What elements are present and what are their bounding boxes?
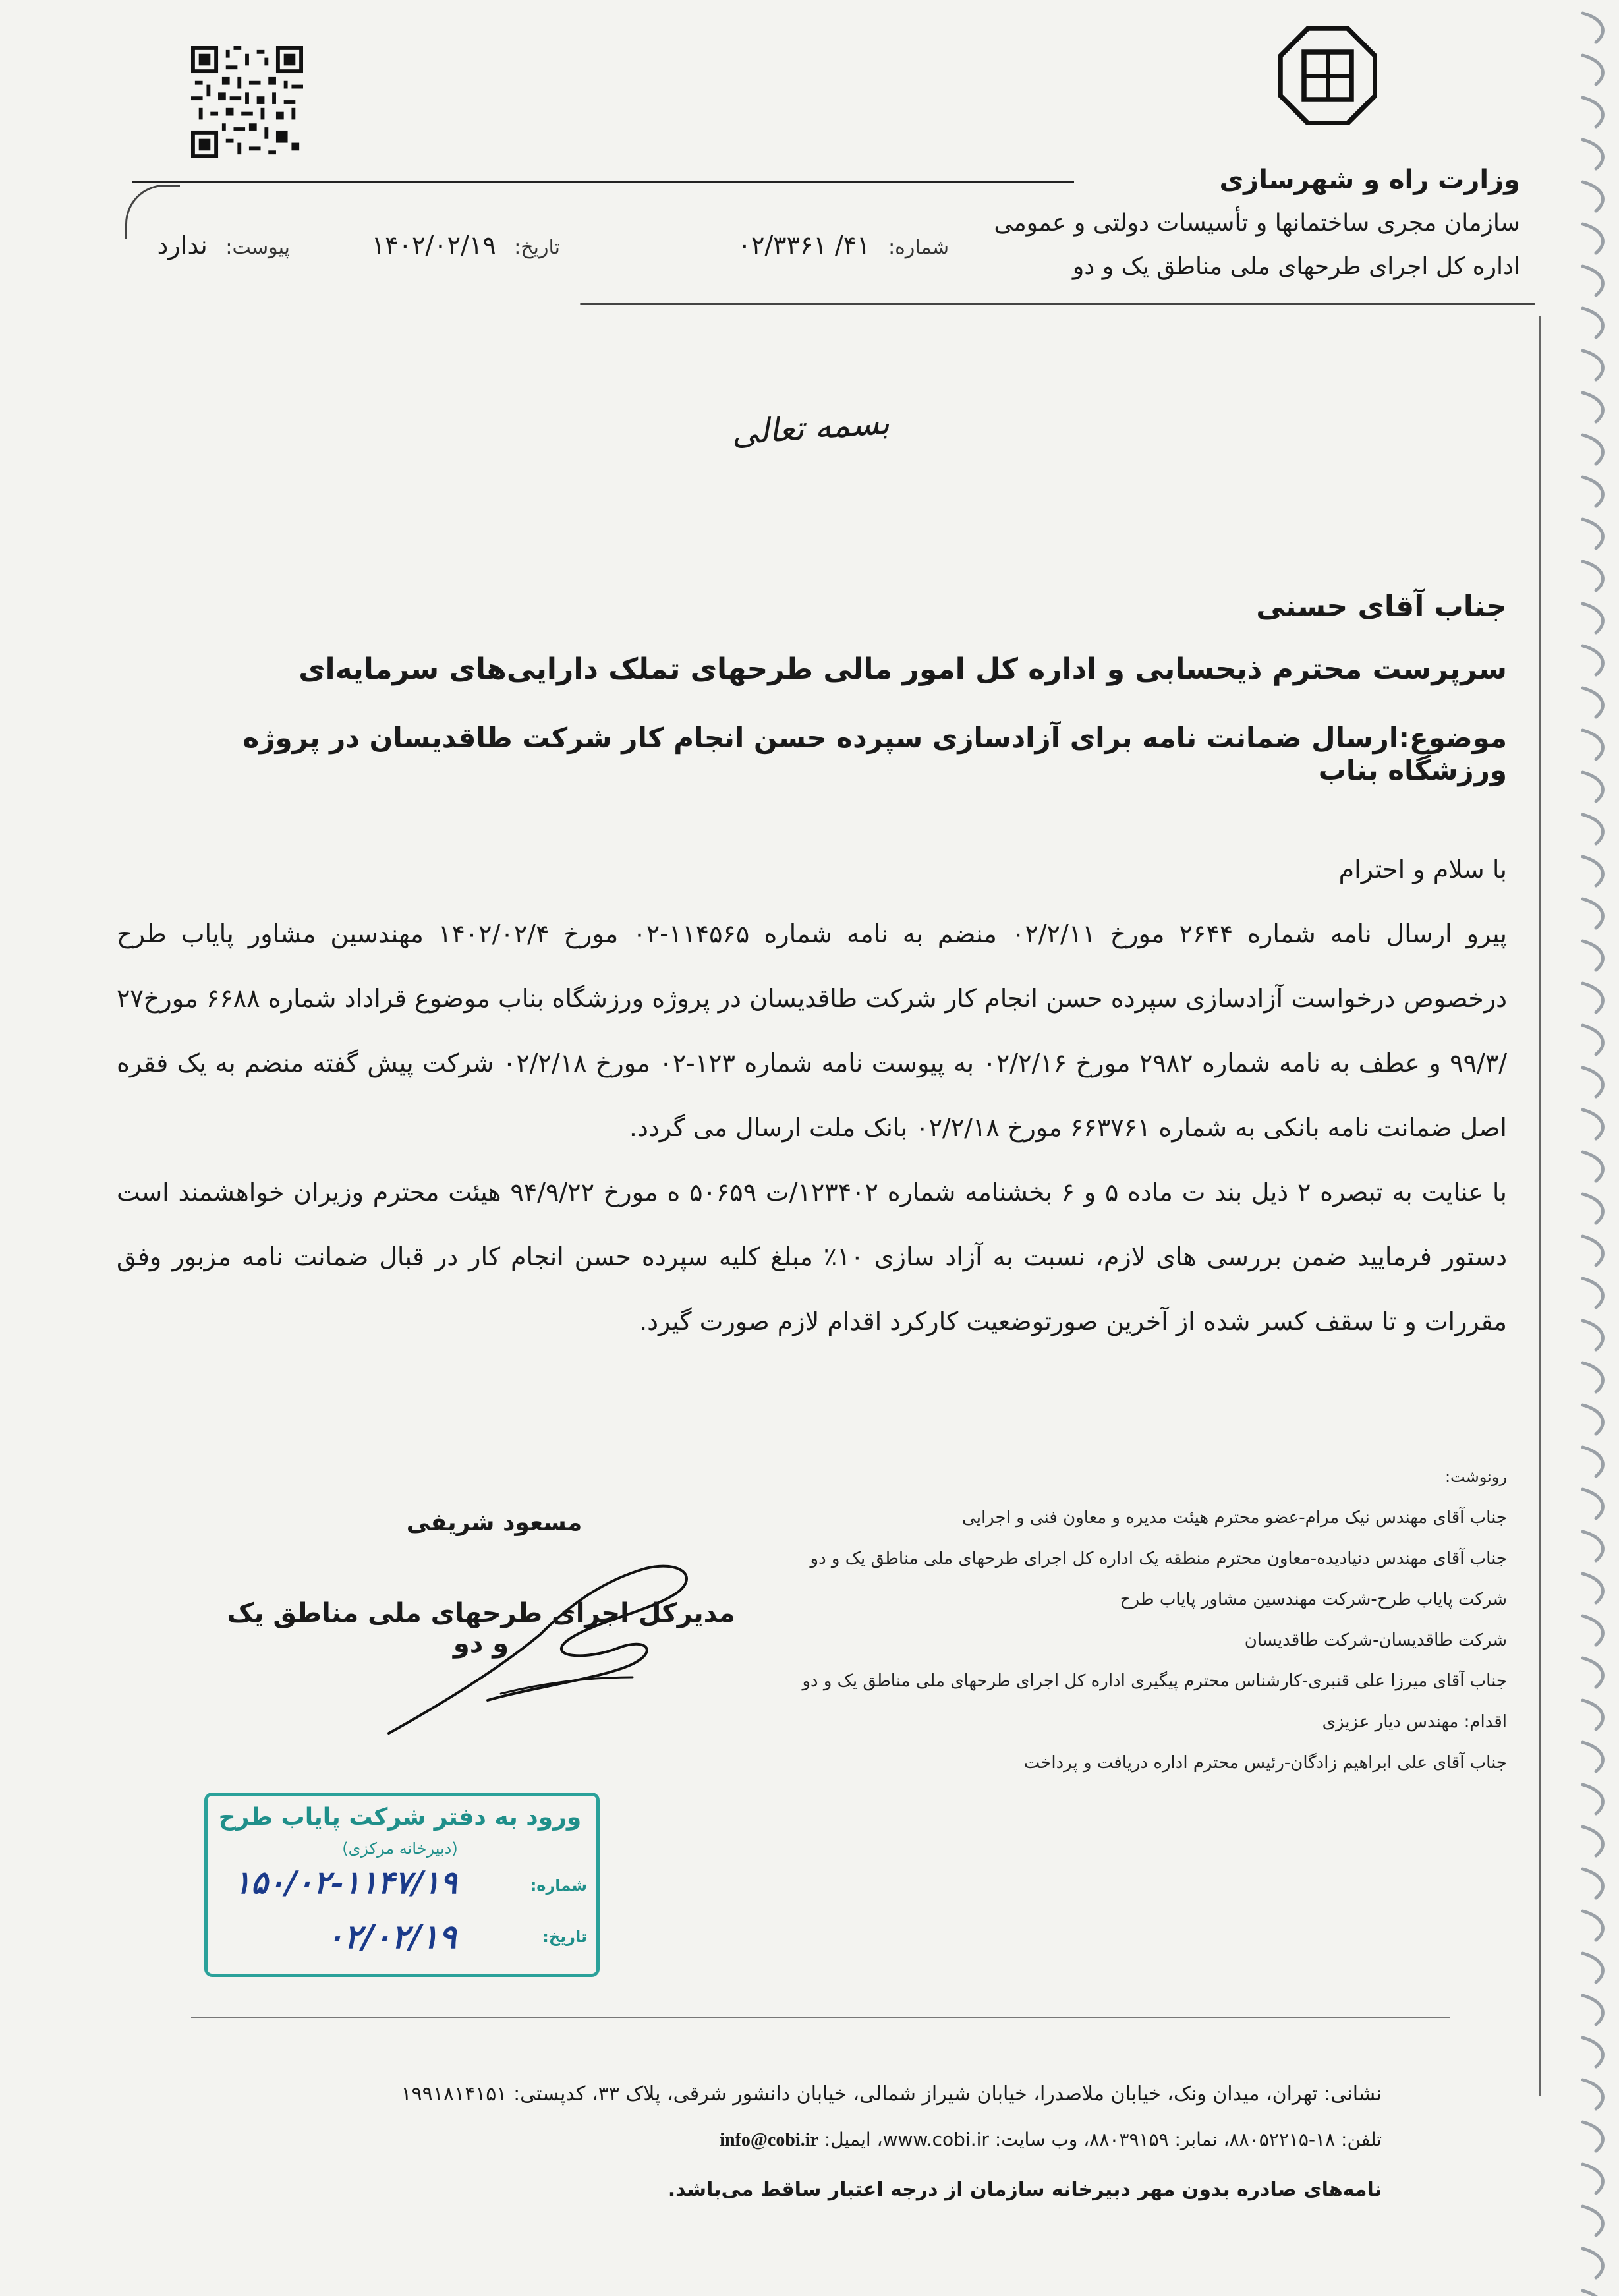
binding-ring [1583, 1869, 1603, 1898]
binding-ring [1583, 1025, 1603, 1054]
binding-ring [1583, 224, 1603, 253]
binding-ring [1583, 1363, 1603, 1392]
binding-ring [1583, 1447, 1603, 1476]
binding-ring [1583, 1405, 1603, 1434]
attachment-label: پیوست: [225, 236, 290, 259]
binding-ring [1583, 266, 1603, 295]
binding-ring [1583, 688, 1603, 717]
organization-name: سازمان مجری ساختمانها و تأسیسات دولتی و عمومی [994, 210, 1520, 237]
stamp-title: ورود به دفتر شرکت پایاب طرح [218, 1804, 582, 1831]
letter-number [738, 231, 949, 260]
cc-item: جناب آقای علی ابراهیم زادگان-رئیس محترم اداره دریافت و پرداخت [1023, 1753, 1507, 1773]
letter-body [117, 837, 1507, 1354]
letter-attachment [157, 231, 290, 260]
department-name: اداره کل اجرای طرحهای ملی مناطق یک و دو [1072, 253, 1520, 280]
binding-ring [1583, 1700, 1603, 1729]
footer-notice: نامه‌های صادره بدون مهر دبیرخانه سازمان از درجه اعتبار ساقط می‌باشد. [667, 2178, 1382, 2201]
binding-ring [1583, 561, 1603, 590]
date-label: تاریخ: [514, 236, 560, 259]
binding-ring [1583, 1995, 1603, 2024]
footer-contact [130, 2129, 1382, 2151]
number-label: شماره: [888, 236, 949, 259]
letter-meta [152, 231, 949, 270]
binding-ring [1583, 2249, 1603, 2278]
binding-ring [1583, 182, 1603, 211]
binding-ring [1583, 308, 1603, 337]
binding-ring [1583, 55, 1603, 84]
cc-item: اقدام: مهندس دیار عزیزی [1322, 1712, 1507, 1732]
basmala: بسمه تعالی [730, 403, 891, 453]
binding-ring [1583, 941, 1603, 970]
cc-label: رونوشت: [1444, 1468, 1507, 1486]
body-paragraph-2: با عنایت به تبصره ۲ ذیل بند ت ماده ۵ و ۶ بخشنامه شماره ۱۲۳۴۰۲/ت ۵۰۶۵۹ ه مورخ ۹۴/۹/۲۲ هیئت محترم وزیران خواهشمند است دستور فرمایید ضمن بررسی های لازم، نسبت به آزاد سازی ۱۰٪ مبلغ کلیه سپرده حسن انجام کار در قبال ضمانت نامه مزبور وفق مقررات و تا سقف کسر شده از آخرین صورتوضعیت کارکرد اقدام لازم صورت گیرد. [117, 1178, 1508, 1336]
stamp-number-label: شماره: [530, 1876, 587, 1895]
footer-address: نشانی: تهران، میدان ونک، خیابان ملاصدرا، خیابان شیراز شمالی، خیابان دانشور شرقی، پلاک ۳۳، کدپستی: ۱۹۹۱۸۱۴۱۵۱ [401, 2082, 1382, 2106]
organization-header [861, 158, 1520, 289]
binding-ring [1583, 646, 1603, 675]
header-divider [132, 181, 1074, 183]
binding-ring [1583, 1236, 1603, 1265]
footer-divider [191, 2017, 1450, 2018]
binding-ring [1583, 1785, 1603, 1814]
cc-item: جناب آقای مهندس دنیادیده-معاون محترم منطقه یک اداره کل اجرای طرحهای ملی مناطق یک و دو [810, 1549, 1507, 1568]
ministry-name: وزارت راه و شهرسازی [1219, 165, 1520, 195]
cc-item: جناب آقای مهندس نیک مرام-عضو محترم هیئت مدیره و معاون فنی و اجرایی [962, 1508, 1507, 1528]
body-paragraph-1: پیرو ارسال نامه شماره ۲۶۴۴ مورخ ۰۲/۲/۱۱ منضم به نامه شماره ۱۱۴۵۶۵-۰۲ مورخ ۱۴۰۲/۰۲/۴ مهندسین مشاور پایاب طرح درخصوص درخواست آزادسازی سپرده حسن انجام کار شرکت طاقدیسان در پروژه ورزشگاه بناب موضوع قراداد شماره ۶۶۸۸ مورخ۲۷ /۹۹/۳ و عطف به نامه شماره ۲۹۸۲ مورخ ۰۲/۲/۱۶ به پیوست نامه شماره ۱۲۳-۰۲ مورخ ۰۲/۲/۱۸ شرکت پیش گفته منضم به یک فقره اصل ضمانت نامه بانکی به شماره ۶۶۳۷۶۱ مورخ ۰۲/۲/۱۸ بانک ملت ارسال می گردد. [117, 919, 1508, 1142]
attachment-value: ندارد [157, 231, 208, 260]
binding-ring [1583, 1194, 1603, 1223]
cc-item: شرکت طاقدیسان-شرکت طاقدیسان [1244, 1630, 1507, 1650]
recipient-title: سرپرست محترم ذیحسابی و اداره کل امور مالی طرحهای تملک دارایی‌های سرمایه‌ای [298, 652, 1507, 686]
signer-title: مدیرکل اجرای طرحهای ملی مناطق یک و دو [227, 1598, 735, 1659]
frame-top-line [580, 303, 1535, 305]
binding-ring [1583, 1068, 1603, 1097]
binding-ring [1583, 477, 1603, 506]
stamp-number-value: ۱۵۰/۰۲-۱۱۴۷/۱۹ [234, 1864, 457, 1901]
binding-ring [1583, 13, 1603, 42]
binding-ring [1583, 815, 1603, 844]
binding-ring [1583, 899, 1603, 928]
binding-ring [1583, 857, 1603, 886]
binding-ring [1583, 1742, 1603, 1771]
date-value: ۱۴۰۲/۰۲/۱۹ [371, 231, 496, 260]
binding-ring [1583, 2038, 1603, 2067]
binding-ring [1583, 1110, 1603, 1139]
binding-ring [1583, 2164, 1603, 2193]
binding-ring [1583, 393, 1603, 422]
footer-email[interactable]: info@cobi.ir [720, 2130, 818, 2150]
greeting: با سلام و احترام [1338, 855, 1507, 884]
binding-ring [1583, 519, 1603, 548]
number-value: ۴۱/ ۰۲/۳۳۶۱ [737, 231, 870, 260]
binding-ring [1583, 351, 1603, 380]
letter-date [372, 231, 560, 260]
letter-subject: موضوع:ارسال ضمانت نامه برای آزادسازی سپرده حسن انجام کار شرکت طاقدیسان در پروژه ورزشگاه بناب [242, 722, 1507, 786]
binding-ring [1583, 2122, 1603, 2151]
received-stamp [204, 1793, 600, 1977]
binding-ring [1583, 983, 1603, 1012]
spiral-binding [1556, 0, 1619, 2296]
binding-ring [1583, 1278, 1603, 1307]
cc-item: جناب آقای میرزا علی قنبری-کارشناس محترم پیگیری اداره کل اجرای طرحهای ملی مناطق یک و دو [802, 1671, 1507, 1691]
binding-ring [1583, 435, 1603, 464]
binding-ring [1583, 1489, 1603, 1518]
cc-list [617, 1456, 1507, 1783]
binding-ring [1583, 1911, 1603, 1940]
binding-ring [1583, 772, 1603, 801]
binding-ring [1583, 1658, 1603, 1687]
binding-ring [1583, 1152, 1603, 1181]
binding-ring [1583, 1574, 1603, 1603]
binding-ring [1583, 2291, 1603, 2296]
binding-ring [1583, 1321, 1603, 1350]
qr-code [191, 46, 303, 158]
binding-ring [1583, 98, 1603, 127]
binding-ring [1583, 2080, 1603, 2109]
binding-ring [1583, 140, 1603, 169]
binding-ring [1583, 2206, 1603, 2235]
frame-right-line [1539, 316, 1541, 2096]
binding-ring [1583, 1953, 1603, 1982]
stamp-date-label: تاریخ: [542, 1928, 587, 1946]
binding-ring [1583, 730, 1603, 759]
footer-contact-text: تلفن: ۱۸-۸۸۰۵۲۲۱۵، نمابر: ۸۸۰۳۹۱۵۹، وب سایت: www.cobi.ir، ایمیل: [824, 2129, 1382, 2150]
binding-ring [1583, 1827, 1603, 1856]
ministry-logo [1278, 26, 1377, 125]
stamp-subtitle: (دبیرخانه مرکزی) [342, 1839, 458, 1858]
recipient-name: جناب آقای حسنی [1256, 590, 1507, 623]
binding-ring [1583, 604, 1603, 633]
cc-item: شرکت پایاب طرح-شرکت مهندسین مشاور پایاب طرح [1120, 1590, 1507, 1609]
signer-name: مسعود شریفی [406, 1509, 582, 1536]
binding-ring [1583, 1616, 1603, 1645]
stamp-date-value: ۰۲/۰۲/۱۹ [326, 1917, 457, 1956]
binding-ring [1583, 1532, 1603, 1561]
